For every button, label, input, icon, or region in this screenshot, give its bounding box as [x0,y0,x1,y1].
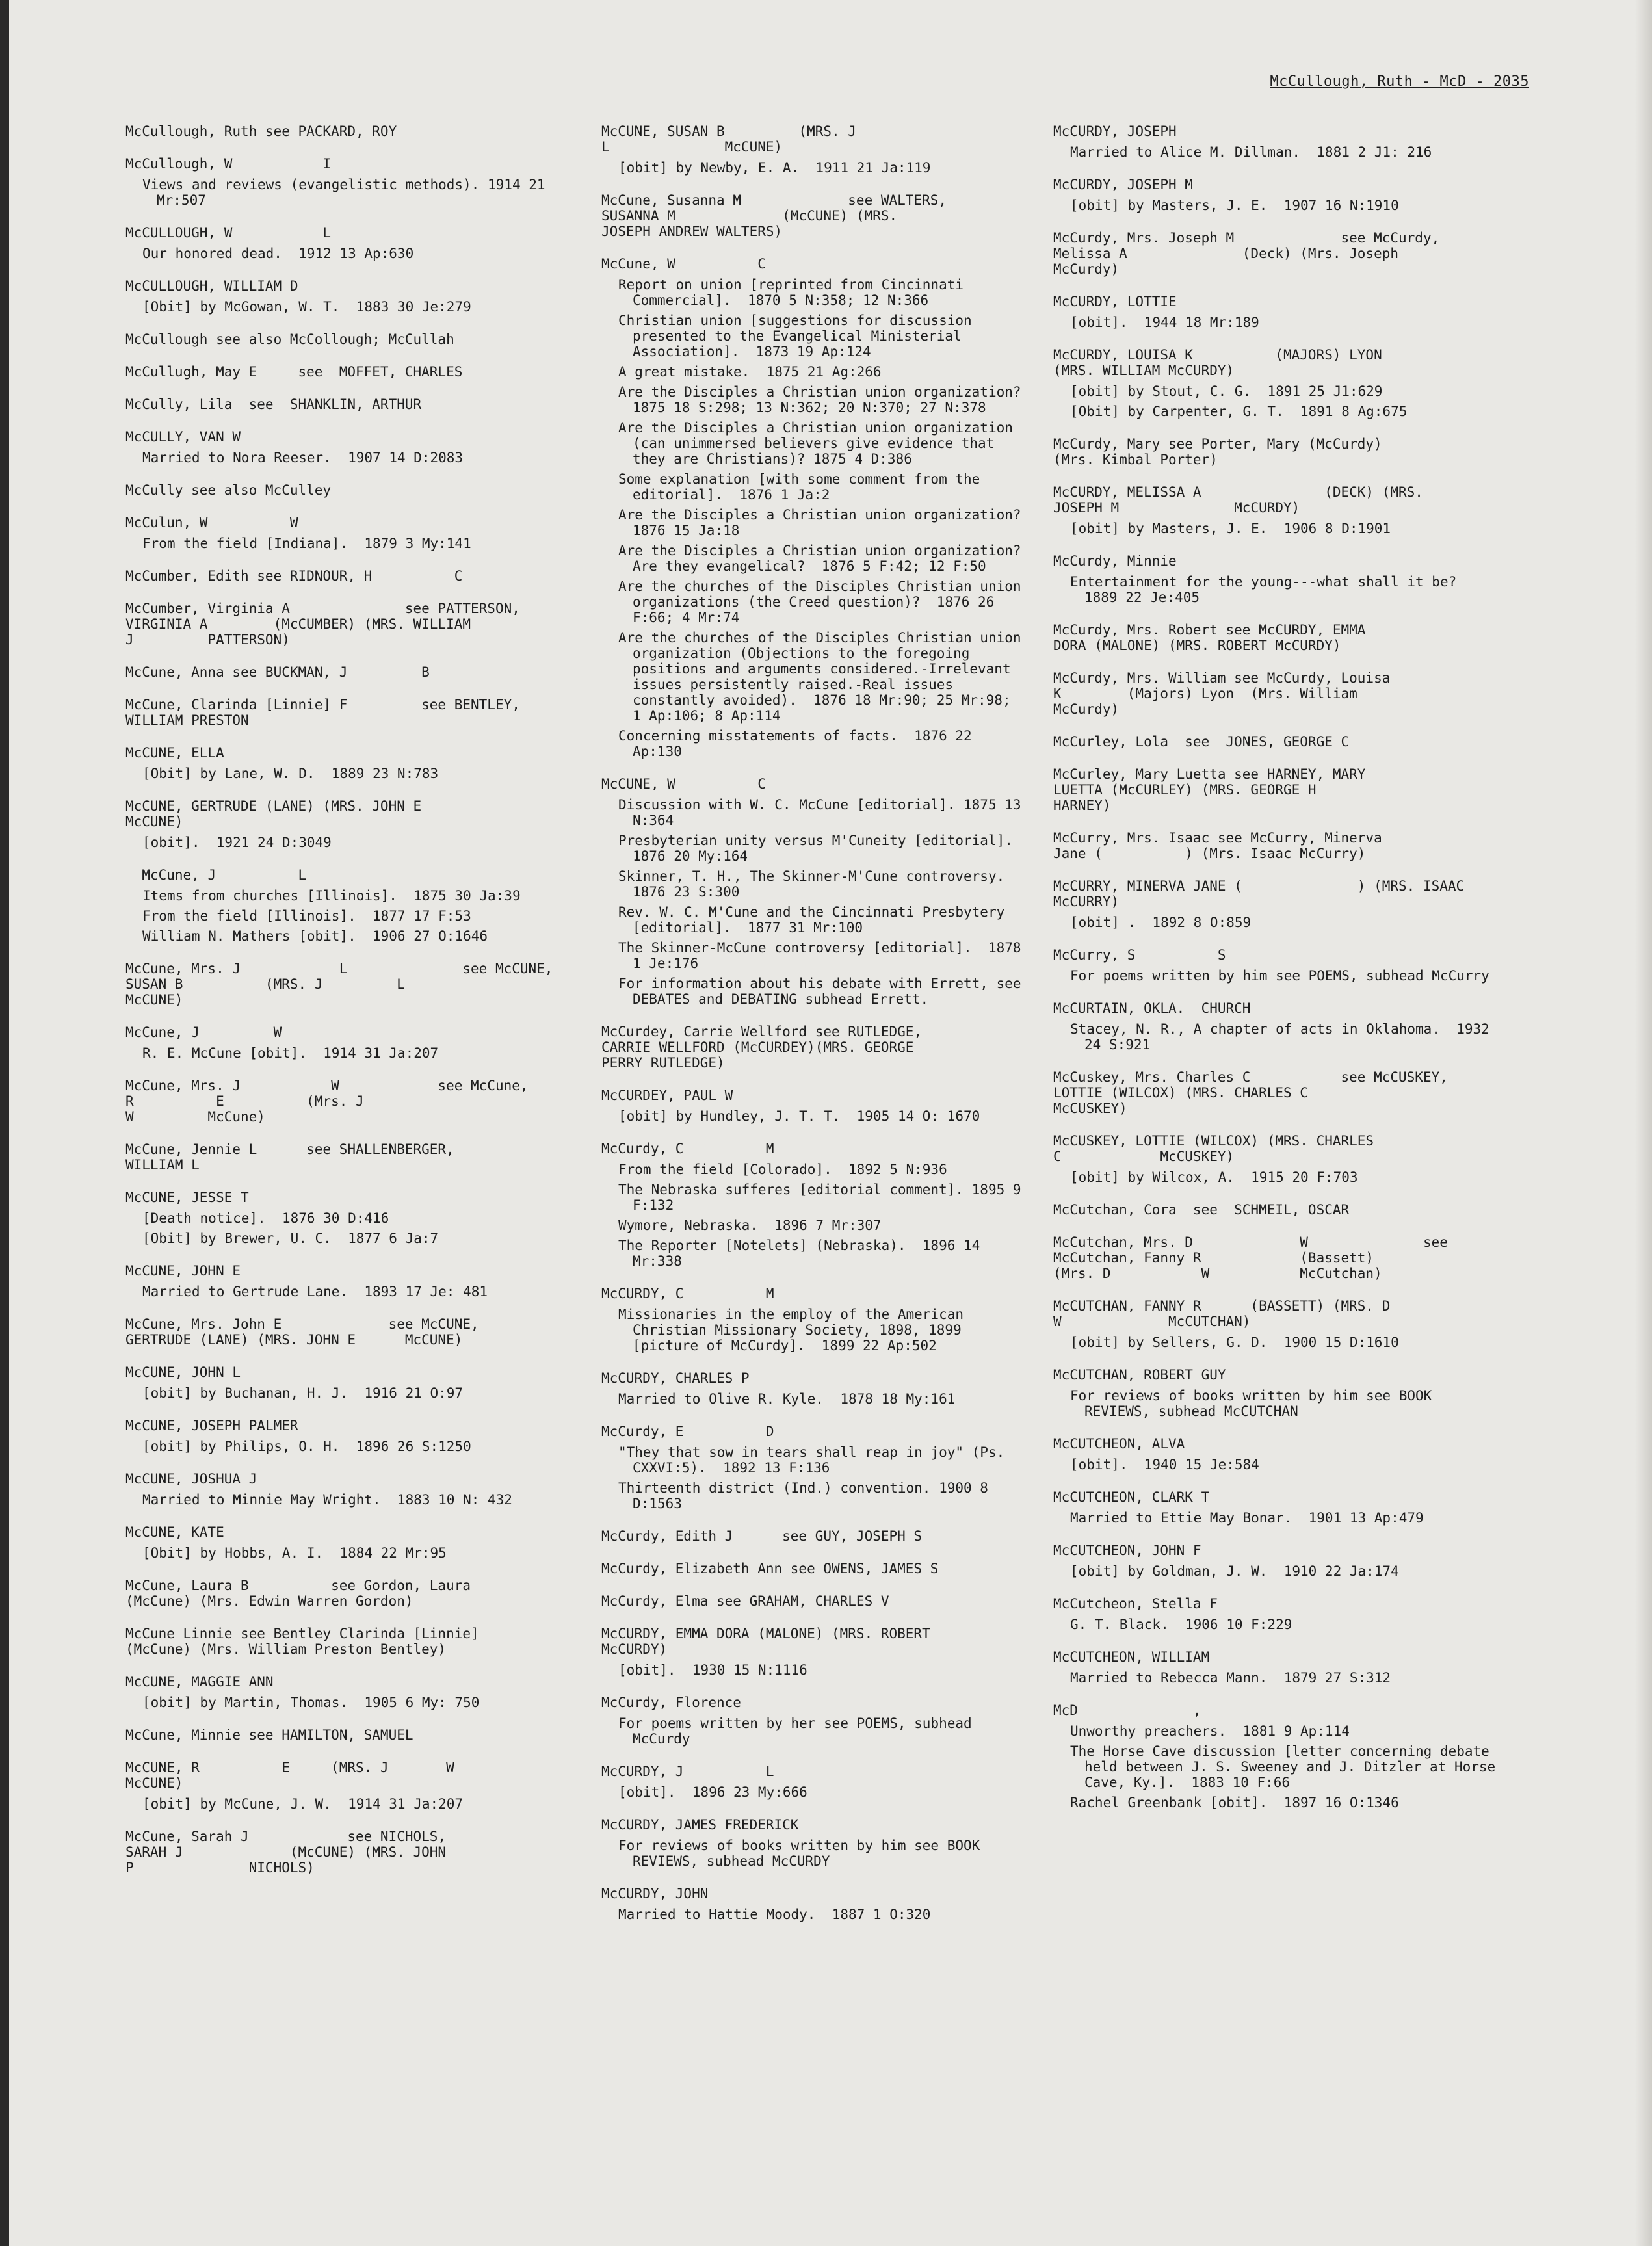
index-entry [601,1024,1024,1071]
citation-line: Are the Disciples a Christian union organization? 1875 18 S:298; 13 N:362; 20 N:370; 27 N:378 [618,384,1038,415]
citation-line: [obit] by Newby, E. A. 1911 21 Ja:119 [618,160,931,176]
entry-heading: McCullough, Ruth see PACKARD, ROY [125,124,397,139]
index-entry [1053,878,1502,930]
index-entry [1053,1543,1502,1579]
entry-heading: McCUNE, MAGGIE ANN [125,1674,274,1690]
citation-line: Stacey, N. R., A chapter of acts in Oklahoma. 1932 24 S:921 [1070,1021,1498,1052]
citation-line: Concerning misstatements of facts. 1876 22 Ap:130 [618,728,980,759]
citation-line: [Obit] by Carpenter, G. T. 1891 8 Ag:675 [1070,404,1408,419]
citation-line: [Obit] by Brewer, U. C. 1877 6 Ja:7 [142,1231,439,1246]
entry-citations [1053,1021,1502,1052]
entry-heading: McCumber, Edith see RIDNOUR, H C [125,568,463,584]
entry-heading: McCully see also McCulley [125,482,332,498]
index-entry [1053,1234,1502,1281]
entry-citations [1053,521,1502,536]
index-entry [1053,734,1502,750]
entry-heading: McCurley, Lola see JONES, GEORGE C [1053,734,1350,750]
citation-line: Our honored dead. 1912 13 Ap:630 [142,246,414,261]
citation-line: R. E. McCune [obit]. 1914 31 Ja:207 [142,1045,439,1061]
entry-citations [125,1385,574,1401]
entry-heading: McCURDY, LOUISA K (MAJORS) LYON (MRS. WILLIAM McCURDY) [1053,347,1382,378]
index-entry [125,961,574,1008]
entry-heading: McCURDY, JOSEPH [1053,124,1177,139]
citation-line: Thirteenth district (Ind.) convention. 1900 8 D:1563 [618,1480,997,1511]
entry-citations [1053,1169,1502,1185]
entry-heading: McCune Linnie see Bentley Clarinda [Linnie] (McCune) (Mrs. William Preston Bentley) [125,1626,479,1657]
citation-line: The Nebraska sufferes [editorial comment]. 1895 9 F:132 [618,1182,1030,1213]
entry-heading: McCURDY, CHARLES P [601,1370,750,1386]
index-entry [125,156,574,208]
citation-line: [obit] by Hundley, J. T. T. 1905 14 O: 1670 [618,1108,980,1124]
entry-heading: McCUTCHEON, JOHN F [1053,1543,1201,1558]
entry-heading: McCURDY, JAMES FREDERICK [601,1817,799,1833]
index-entry [1053,1703,1502,1810]
citation-line: [obit] by Sellers, G. D. 1900 15 D:1610 [1070,1335,1399,1350]
entry-heading: McCurdy, Elma see GRAHAM, CHARLES V [601,1593,889,1609]
entry-citations [125,1210,574,1246]
citation-line: Married to Minnie May Wright. 1883 10 N: 432 [142,1492,512,1508]
entry-heading: McCurdy, E D [601,1424,774,1439]
citation-line: [obit] by Masters, J. E. 1907 16 N:1910 [1070,198,1399,213]
entry-heading: McCUNE, JESSE T [125,1190,249,1205]
citation-line: Married to Ettie May Bonar. 1901 13 Ap:479 [1070,1510,1424,1526]
entry-heading: McCurdy, Mrs. William see McCurdy, Louisa K (Majors) Lyon (Mrs. William McCurdy) [1053,670,1391,717]
entry-citations [601,1108,1024,1124]
entry-citations [125,177,574,208]
entry-heading: McCune, Minnie see HAMILTON, SAMUEL [125,1727,413,1743]
citation-line: For poems written by him see POEMS, subhead McCurry [1070,968,1489,984]
entry-citations [601,1838,1024,1869]
index-entry [125,568,574,584]
entry-citations [1053,144,1502,160]
index-entry [125,798,574,850]
index-entry [601,1561,1024,1576]
citation-line: Discussion with W. C. McCune [editorial]. 1875 13 N:364 [618,797,1030,828]
index-entry [1053,766,1502,813]
entry-citations [1053,1457,1502,1472]
citation-line: Are the Disciples a Christian union organization? 1876 15 Ja:18 [618,507,1038,538]
citation-line: Married to Hattie Moody. 1887 1 O:320 [618,1907,931,1922]
citation-line: [Obit] by Lane, W. D. 1889 23 N:783 [142,766,439,781]
index-entry [601,1626,1024,1678]
index-column-2 [601,124,1038,1939]
citation-line: [obit] by Stout, C. G. 1891 25 J1:629 [1070,384,1383,399]
entry-citations [125,835,574,850]
index-entry [601,1286,1024,1353]
entry-heading: McCullough see also McCollough; McCullah [125,332,454,347]
index-entry [601,192,1024,239]
citation-line: Entertainment for the young---what shall it be? 1889 22 Je:405 [1070,574,1473,605]
entry-heading: McCURDY, JOSEPH M [1053,177,1193,192]
index-entry [125,278,574,315]
index-entry [1053,1133,1502,1185]
index-entry [125,697,574,728]
citation-line: [obit] by Wilcox, A. 1915 20 F:703 [1070,1169,1358,1185]
entry-heading: McCune, Mrs. J W see McCune, R E (Mrs. J W McCune) [125,1078,529,1125]
citation-line: [obit]. 1930 15 N:1116 [618,1662,807,1678]
entry-heading: McCurry, S S [1053,947,1226,963]
entry-heading: McCune, Susanna M see WALTERS, SUSANNA M (McCUNE) (MRS. JOSEPH ANDREW WALTERS) [601,192,947,239]
entry-heading: McCurdy, C M [601,1141,774,1156]
citation-line: [obit] by Buchanan, H. J. 1916 21 O:97 [142,1385,464,1401]
citation-line: Report on union [reprinted from Cincinnati Commercial]. 1870 5 N:358; 12 N:366 [618,277,972,308]
citation-line: For reviews of books written by him see BOOK REVIEWS, subhead McCUTCHAN [1070,1388,1440,1419]
entry-citations [1053,574,1502,605]
index-entry [601,1886,1024,1922]
entry-heading: McCULLOUGH, WILLIAM D [125,278,298,294]
citation-line: [Death notice]. 1876 30 D:416 [142,1210,389,1226]
index-entry [125,601,574,647]
citation-line: Wymore, Nebraska. 1896 7 Mr:307 [618,1218,882,1233]
index-entry [125,1025,574,1061]
entry-citations [125,1545,574,1561]
entry-citations [1053,1388,1502,1419]
entry-citations [601,797,1030,1007]
index-column-3 [1053,124,1502,1827]
entry-heading: McCurdy, Edith J see GUY, JOSEPH S [601,1528,923,1544]
index-entry [1053,177,1502,213]
entry-heading: McCUTCHAN, ROBERT GUY [1053,1367,1226,1383]
citation-line: Married to Alice M. Dillman. 1881 2 J1: 216 [1070,144,1432,160]
citation-line: [obit]. 1944 18 Mr:189 [1070,315,1259,330]
index-entry [125,1626,574,1657]
entry-citations [1053,1670,1502,1686]
index-entry [1053,1000,1502,1052]
entry-heading: McCUTCHEON, CLARK T [1053,1489,1210,1505]
entry-heading: McCurdy, Mrs. Joseph M see McCurdy, Melissa A (Deck) (Mrs. Joseph McCurdy) [1053,230,1440,277]
citation-line: Married to Nora Reeser. 1907 14 D:2083 [142,450,464,465]
citation-line: Items from churches [Illinois]. 1875 30 Ja:39 [142,888,521,904]
entry-heading: McCULLOUGH, W L [125,225,332,241]
citation-line: [obit]. 1940 15 Je:584 [1070,1457,1259,1472]
entry-heading: McCune, Clarinda [Linnie] F see BENTLEY, WILLIAM PRESTON [125,697,520,728]
citation-line: Are the churches of the Disciples Christian union organizations (the Creed question)? 1876 26 F:66; 4 Mr:74 [618,579,1030,625]
index-entry [125,1078,574,1125]
entry-heading: McCUNE, W C [601,776,766,792]
citation-line: Skinner, T. H., The Skinner-M'Cune controversy. 1876 23 S:300 [618,868,1021,900]
entry-citations [125,536,574,551]
index-entry [125,482,574,498]
entry-heading: McCUNE, JOSHUA J [125,1471,257,1487]
entry-heading: McCune, J L [125,867,307,883]
entry-heading: McCurry, Mrs. Isaac see McCurry, Minerva Jane ( ) (Mrs. Isaac McCurry) [1053,830,1382,861]
entry-citations [125,888,574,944]
citation-line: [obit] by McCune, J. W. 1914 31 Ja:207 [142,1796,464,1812]
index-entry [125,1142,574,1173]
index-entry [125,1578,574,1609]
index-entry [125,1190,574,1246]
entry-heading: McCUTCHEON, WILLIAM [1053,1649,1210,1665]
index-entry [125,1418,574,1454]
entry-citations [1053,315,1502,330]
entry-citations [601,1307,1024,1353]
entry-citations [601,1444,1024,1511]
index-entry [125,1524,574,1561]
entry-heading: McCULLY, VAN W [125,429,241,445]
running-head: McCullough, Ruth - McD - 2035 [1270,73,1529,90]
citation-line: [obit] by Masters, J. E. 1906 8 D:1901 [1070,521,1391,536]
entry-heading: McCune, J W [125,1025,282,1040]
citation-line: For poems written by her see POEMS, subhead McCurdy [618,1716,980,1747]
index-entry [601,1817,1024,1869]
index-entry [1053,436,1502,467]
citation-line: Christian union [suggestions for discussion presented to the Evangelical Ministerial Association]. 1873 19 Ap:124 [618,313,980,359]
index-entry [1053,294,1502,330]
entry-citations [601,1391,1024,1407]
index-entry [1053,1596,1502,1632]
index-entry [1053,947,1502,984]
citation-line: Married to Olive R. Kyle. 1878 18 My:161 [618,1391,956,1407]
entry-heading: McCUNE, SUSAN B (MRS. J L McCUNE) [601,124,856,155]
citation-line: [obit] by Philips, O. H. 1896 26 S:1250 [142,1439,471,1454]
entry-citations [1053,1563,1502,1579]
entry-citations [1053,1335,1502,1350]
entry-citations [601,277,1038,759]
entry-heading: McCune, Jennie L see SHALLENBERGER, WILLIAM L [125,1142,454,1173]
entry-citations [601,1907,1024,1922]
index-entry [601,1088,1024,1124]
citation-line: G. T. Black. 1906 10 F:229 [1070,1617,1292,1632]
entry-heading: McCUNE, JOSEPH PALMER [125,1418,298,1433]
index-column-1 [125,124,574,1892]
index-entry [601,1764,1024,1800]
citation-line: Rev. W. C. M'Cune and the Cincinnati Presbytery [editorial]. 1877 31 Mr:100 [618,904,1013,935]
index-entry [1053,1202,1502,1218]
entry-heading: McCune, Sarah J see NICHOLS, SARAH J (McCUNE) (MRS. JOHN P NICHOLS) [125,1829,447,1875]
citation-line: A great mistake. 1875 21 Ag:266 [618,364,882,380]
entry-citations [1053,1510,1502,1526]
index-entry [125,1829,574,1875]
citation-line: Married to Gertrude Lane. 1893 17 Je: 481 [142,1284,488,1299]
entry-citations [125,1045,574,1061]
entry-heading: McCURTAIN, OKLA. CHURCH [1053,1000,1251,1016]
index-entry [125,1365,574,1401]
index-entry [125,364,574,380]
index-entry [601,1141,1030,1269]
index-entry [125,225,574,261]
citation-line: The Skinner-McCune controversy [editorial]. 1878 1 Je:176 [618,940,1030,971]
citation-line: [Obit] by Hobbs, A. I. 1884 22 Mr:95 [142,1545,447,1561]
entry-heading: McCurdy, Florence [601,1695,741,1710]
entry-heading: McCutcheon, Stella F [1053,1596,1218,1612]
entry-citations [1053,198,1502,213]
citation-line: Missionaries in the employ of the American Christian Missionary Society, 1898, 1899 [picture of McCurdy]. 1899 22 Ap:502 [618,1307,972,1353]
index-entry [601,1370,1024,1407]
entry-citations [1053,384,1502,419]
entry-heading: McCurdy, Mary see Porter, Mary (McCurdy) (Mrs. Kimbal Porter) [1053,436,1382,467]
index-entry [1053,484,1502,536]
entry-heading: McCurdey, Carrie Wellford see RUTLEDGE, CARRIE WELLFORD (McCURDEY)(MRS. GEORGE PERRY RUTLEDGE) [601,1024,923,1071]
entry-heading: McCUNE, GERTRUDE (LANE) (MRS. JOHN E McCUNE) [125,798,422,829]
entry-citations [1053,915,1502,930]
entry-heading: McCurdy, Mrs. Robert see McCURDY, EMMA DORA (MALONE) (MRS. ROBERT McCURDY) [1053,622,1366,653]
entry-heading: McCune, Laura B see Gordon, Laura (McCune) (Mrs. Edwin Warren Gordon) [125,1578,471,1609]
index-entry [1053,124,1502,160]
entry-heading: McCutchan, Cora see SCHMEIL, OSCAR [1053,1202,1350,1218]
citation-line: From the field [Colorado]. 1892 5 N:936 [618,1162,947,1177]
index-entry [601,1424,1024,1511]
index-entry [601,776,1030,1007]
index-entry [125,1727,574,1743]
entry-heading: McCullough, W I [125,156,332,172]
entry-heading: McCURDY, EMMA DORA (MALONE) (MRS. ROBERT McCURDY) [601,1626,930,1657]
entry-heading: McCUNE, JOHN L [125,1365,241,1380]
index-entry [1053,1436,1502,1472]
entry-citations [601,1716,1024,1747]
entry-heading: McCURDY, C M [601,1286,774,1301]
index-entry [1053,670,1502,717]
citation-line: [obit]. 1921 24 D:3049 [142,835,332,850]
index-entry [125,515,574,551]
entry-heading: McCuskey, Mrs. Charles C see McCUSKEY, LOTTIE (WILCOX) (MRS. CHARLES C McCUSKEY) [1053,1069,1448,1116]
entry-heading: McCUNE, R E (MRS. J W McCUNE) [125,1760,454,1791]
index-entry [1053,1298,1502,1350]
index-entry [601,1593,1024,1609]
index-entry [1053,622,1502,653]
entry-heading: McCURRY, MINERVA JANE ( ) (MRS. ISAAC McCURRY) [1053,878,1465,909]
index-entry [125,397,574,412]
entry-citations [125,1695,574,1710]
entry-heading: McCullugh, May E see MOFFET, CHARLES [125,364,463,380]
entry-heading: McD , [1053,1703,1201,1718]
entry-heading: McCURDY, LOTTIE [1053,294,1177,309]
citation-line: From the field [Indiana]. 1879 3 My:141 [142,536,471,551]
index-entry [125,745,574,781]
entry-citations [125,1439,574,1454]
entry-heading: McCUTCHAN, FANNY R (BASSETT) (MRS. D W McCUTCHAN) [1053,1298,1391,1329]
index-entry [125,124,574,139]
citation-line: The Horse Cave discussion [letter concerning debate held between J. S. Sweeney and J. Ditzler at Horse Cave, Ky.]. 1883 10 F:66 [1070,1743,1504,1790]
entry-heading: McCUNE, ELLA [125,745,224,761]
citation-line: [obit] by Goldman, J. W. 1910 22 Ja:174 [1070,1563,1399,1579]
entry-citations [601,1784,1024,1800]
entry-heading: McCumber, Virginia A see PATTERSON, VIRGINIA A (McCUMBER) (MRS. WILLIAM J PATTERSON) [125,601,520,647]
citation-line: Are the Disciples a Christian union organization? Are they evangelical? 1876 5 F:42; 12 F:50 [618,543,1030,574]
citation-line: For information about his debate with Errett, see DEBATES and DEBATING subhead Errett. [618,976,1030,1007]
index-entry [1053,830,1502,861]
entry-heading: McCurdy, Elizabeth Ann see OWENS, JAMES S [601,1561,939,1576]
entry-citations [125,1796,574,1812]
entry-heading: McCUSKEY, LOTTIE (WILCOX) (MRS. CHARLES C McCUSKEY) [1053,1133,1374,1164]
index-entry [1053,230,1502,277]
citation-line: The Reporter [Notelets] (Nebraska). 1896 14 Mr:338 [618,1238,988,1269]
citation-line: Views and reviews (evangelistic methods). 1914 21 Mr:507 [142,177,554,208]
citation-line: [obit]. 1896 23 My:666 [618,1784,807,1800]
entry-citations [1053,968,1502,984]
entry-heading: McCurdy, Minnie [1053,553,1177,569]
entry-heading: McCUNE, KATE [125,1524,224,1540]
index-entry [1053,1069,1502,1116]
entry-heading: McCURDY, J L [601,1764,774,1779]
entry-heading: McCURDY, MELISSA A (DECK) (MRS. JOSEPH M McCURDY) [1053,484,1423,516]
index-entry [1053,1649,1502,1686]
entry-heading: McCune, Mrs. J L see McCUNE, SUSAN B (MRS. J L McCUNE) [125,961,553,1008]
citation-line: For reviews of books written by him see BOOK REVIEWS, subhead McCURDY [618,1838,988,1869]
citation-line: William N. Mathers [obit]. 1906 27 O:1646 [142,928,488,944]
index-entry [125,1674,574,1710]
citation-line: [Obit] by McGowan, W. T. 1883 30 Je:279 [142,299,471,315]
index-entry [125,1263,574,1299]
citation-line: Are the churches of the Disciples Christian union organization (Objections to the foregoing positions and arguments considered.-Irrelevant issues persistently raised.-Real issues constantly avoided). 1876 18 Mr:90; 25 Mr:98; 1 Ap:106; 8 Ap:114 [618,630,1030,724]
entry-citations [125,246,574,261]
citation-line: Married to Rebecca Mann. 1879 27 S:312 [1070,1670,1391,1686]
entry-heading: McCully, Lila see SHANKLIN, ARTHUR [125,397,422,412]
index-entry [125,429,574,465]
entry-heading: McCURDY, JOHN [601,1886,709,1901]
index-entry [125,1316,574,1348]
page-binding-edge [0,0,9,2246]
index-entry [125,332,574,347]
entry-heading: McCune, Mrs. John E see McCUNE, GERTRUDE (LANE) (MRS. JOHN E McCUNE) [125,1316,479,1348]
entry-citations [1053,1723,1502,1810]
entry-heading: McCUNE, JOHN E [125,1263,241,1279]
entry-heading: McCURDEY, PAUL W [601,1088,733,1103]
entry-heading: McCune, Anna see BUCKMAN, J B [125,664,430,680]
citation-line: Are the Disciples a Christian union organization (can unimmersed believers give evidence that they are Christians)? 1875 4 D:386 [618,420,1021,467]
citation-line: Some explanation [with some comment from the editorial]. 1876 1 Ja:2 [618,471,988,503]
index-entry [601,1695,1024,1747]
citation-line: From the field [Illinois]. 1877 17 F:53 [142,908,471,924]
citation-line: "They that sow in tears shall reap in joy" (Ps. CXXVI:5). 1892 13 F:136 [618,1444,1013,1476]
index-entry [125,1760,574,1812]
index-entry [601,124,1024,176]
citation-line: [obit] . 1892 8 O:859 [1070,915,1252,930]
entry-heading: McCune, W C [601,256,766,272]
index-entry [1053,1489,1502,1526]
entry-citations [601,1662,1024,1678]
entry-citations [601,160,1024,176]
entry-citations [601,1162,1030,1269]
index-entry [1053,1367,1502,1419]
index-entry [1053,347,1502,419]
entry-citations [125,766,574,781]
index-entry [601,1528,1024,1544]
index-entry [125,664,574,680]
citation-line: Presbyterian unity versus M'Cuneity [editorial]. 1876 20 My:164 [618,833,1030,864]
entry-citations [125,450,574,465]
entry-heading: McCutchan, Mrs. D W see McCutchan, Fanny R (Bassett) (Mrs. D W McCutchan) [1053,1234,1448,1281]
citation-line: [obit] by Martin, Thomas. 1905 6 My: 750 [142,1695,480,1710]
entry-heading: McCurley, Mary Luetta see HARNEY, MARY LUETTA (McCURLEY) (MRS. GEORGE H HARNEY) [1053,766,1366,813]
entry-heading: McCUTCHEON, ALVA [1053,1436,1185,1452]
index-entry [601,256,1038,759]
page-right-shadow [1635,0,1652,2246]
entry-citations [125,1284,574,1299]
index-entry [125,867,574,944]
citation-line: Rachel Greenbank [obit]. 1897 16 O:1346 [1070,1795,1399,1810]
entry-heading: McCulun, W W [125,515,298,530]
entry-citations [125,1492,574,1508]
entry-citations [1053,1617,1502,1632]
citation-line: Unworthy preachers. 1881 9 Ap:114 [1070,1723,1350,1739]
entry-citations [125,299,574,315]
index-entry [1053,553,1502,605]
index-entry [125,1471,574,1508]
